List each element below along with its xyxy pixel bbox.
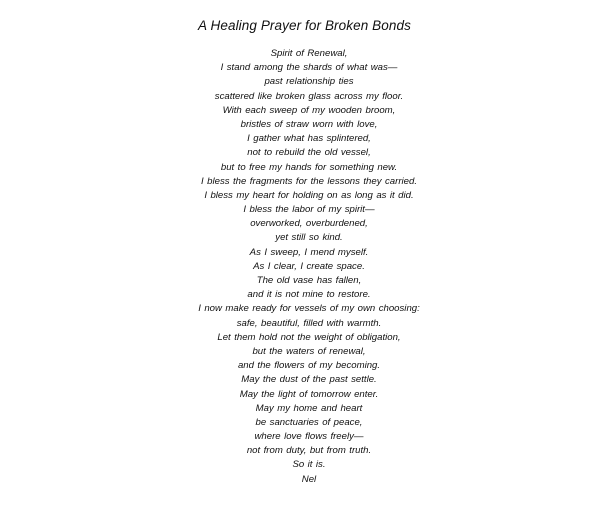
poem-line: safe, beautiful, filled with warmth. — [236, 317, 382, 329]
poem-line: May the dust of the past settle. — [241, 374, 377, 386]
poem-line: I gather what has splintered, — [247, 133, 371, 145]
poem-line: With each sweep of my wooden broom, — [222, 104, 396, 116]
poem-line: The old vase has fallen, — [256, 275, 362, 286]
poem-line: past relationship ties — [264, 76, 354, 88]
poem-line: So it is. — [292, 459, 326, 471]
poem-line: I bless my heart for holding on as long as it did. — [204, 189, 414, 201]
poem-line: and the flowers of my becoming. — [237, 360, 381, 372]
poem-line: As I clear, I create space. — [253, 260, 365, 272]
poem-line: where love flows freely— — [254, 431, 364, 443]
poem-line: As I sweep, I mend myself. — [249, 246, 369, 258]
poem-line: I bless the labor of my spirit— — [243, 204, 375, 216]
poem-line: I now make ready for vessels of my own choosing: — [198, 303, 420, 315]
poem-line: but to free my hands for something new. — [220, 161, 398, 173]
poem-body — [0, 47, 609, 487]
poem-line: I bless the fragments for the lessons they carried. — [201, 175, 417, 187]
poem-line: bristles of straw worn with love, — [240, 118, 378, 130]
poem-line: I stand among the shards of what was— — [220, 62, 398, 74]
poem-line: May my home and heart — [255, 402, 363, 414]
poem-line: not from duty, but from truth. — [246, 445, 372, 457]
poem-line: Let them hold not the weight of obligation, — [217, 331, 401, 343]
poem-line: not to rebuild the old vessel, — [247, 147, 371, 159]
poem-title: A Healing Prayer for Broken Bonds — [198, 18, 411, 33]
poem-line: Nel — [301, 473, 317, 485]
poem-line: Spirit of Renewal, — [270, 48, 348, 59]
poem-line: overworked, overburdened, — [250, 218, 368, 230]
poem-line: May the light of tomorrow enter. — [239, 388, 379, 400]
poem-line: scattered like broken glass across my floor. — [214, 90, 404, 102]
poem-line: be sanctuaries of peace, — [255, 416, 363, 428]
poem-line: yet still so kind. — [275, 232, 343, 244]
poem-line: but the waters of renewal, — [252, 345, 366, 357]
poem-line: and it is not mine to restore. — [247, 289, 371, 301]
